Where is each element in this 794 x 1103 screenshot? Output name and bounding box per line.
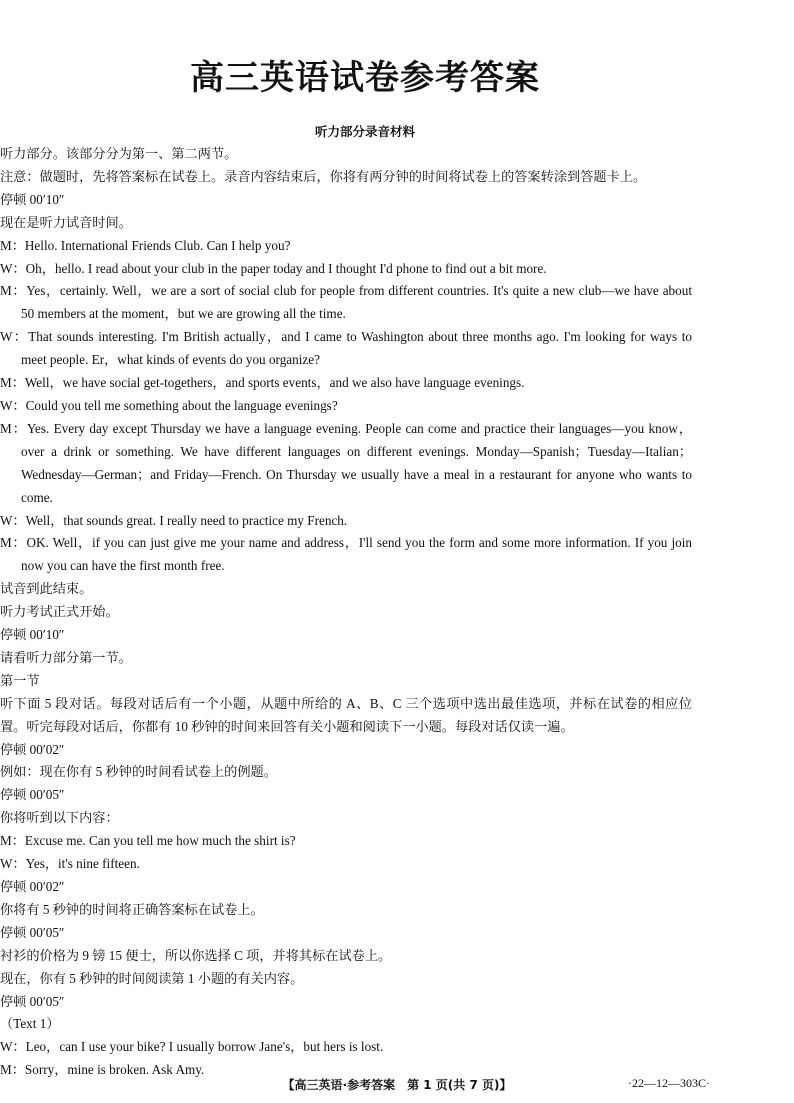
transcript-line: 听力部分。该部分分为第一、第二两节。 — [0, 146, 238, 161]
transcript-line: W：Leo，can I use your bike? I usually borrow Jane's，but hers is lost. — [0, 1039, 384, 1055]
transcript-line: 听力考试正式开始。 — [0, 604, 119, 620]
transcript-line: 现在是听力试音时间。 — [0, 214, 132, 230]
transcript-line: 例如：现在你有 5 秒钟的时间看试卷上的例题。 — [0, 764, 277, 780]
transcript-line: 停顿 00′05″ — [0, 993, 65, 1009]
transcript-line: M：OK. Well，if you can just give me your name and address，I'll send you the form and some more information. If you join now you can have the first month free. — [0, 535, 692, 574]
transcript-line: M：Yes. Every day except Thursday we have a language evening. People can come and practice their languages—you know，over a drink or something. We have different languages on different evenings. Monday—Spanish；Tuesday—Italian；Wednesday—German；and Friday—French. On Thursday we usually have a meal in a restaurant for anyone who wants to come. — [0, 420, 692, 505]
transcript-line: 停顿 00′05″ — [0, 924, 65, 940]
transcript-line: 停顿 00′10″ — [0, 191, 65, 207]
transcript-line: M：Excuse me. Can you tell me how much the shirt is? — [0, 833, 296, 849]
transcript-line: 停顿 00′02″ — [0, 879, 65, 894]
footer-code: ·22—12—303C· — [628, 1076, 710, 1090]
transcript-line: 衬衫的价格为 9 镑 15 便士，所以你选择 C 项，并将其标在试卷上。 — [0, 947, 392, 963]
transcript-line: 现在，你有 5 秒钟的时间阅读第 1 小题的有关内容。 — [0, 970, 304, 986]
section-subtitle: 听力部分录音材料 — [314, 124, 415, 139]
transcript-line: W：That sounds interesting. I'm British actually，and I came to Washington about three months ago. I'm looking for ways to meet people. Er，what kinds of events do you organize? — [0, 329, 692, 368]
footer-page-info: 【高三英语·参考答案 第 1 页(共 7 页)】 — [282, 1078, 512, 1092]
transcript-body — [0, 143, 692, 1082]
transcript-line: （Text 1） — [0, 1016, 60, 1032]
transcript-line: 请看听力部分第一节。 — [0, 649, 132, 665]
transcript-line: 停顿 00′05″ — [0, 787, 65, 803]
transcript-line: W：Yes，it's nine fifteen. — [0, 856, 140, 872]
transcript-line: 你将听到以下内容： — [0, 810, 119, 826]
transcript-line: 注意：做题时，先将答案标在试卷上。录音内容结束后，你将有两分钟的时间将试卷上的答案转涂到答题卡上。 — [0, 168, 647, 184]
transcript-line: 你将有 5 秒钟的时间将正确答案标在试卷上。 — [0, 901, 264, 917]
transcript-line: 停顿 00′10″ — [0, 627, 65, 643]
transcript-line: W：Well，that sounds great. I really need to practice my French. — [0, 512, 348, 528]
transcript-line: W：Could you tell me something about the language evenings? — [0, 397, 338, 413]
transcript-line: M：Sorry，mine is broken. Ask Amy. — [0, 1062, 205, 1078]
transcript-line: 停顿 00′02″ — [0, 741, 65, 757]
transcript-line: 试音到此结束。 — [0, 581, 93, 597]
transcript-line: M：Yes，certainly. Well，we are a sort of social club for people from different countries. It's quite a new club—we have about 50 members at the moment，but we are growing all the time. — [0, 283, 692, 322]
transcript-line: 听下面 5 段对话。每段对话后有一个小题，从题中所给的 A、B、C 三个选项中选出最佳选项，并标在试卷的相应位置。听完每段对话后，你都有 10 秒钟的时间来回答有关小题和阅读下一小题。每段对话仅读一遍。 — [0, 695, 692, 734]
transcript-line: W：Oh，hello. I read about your club in the paper today and I thought I'd phone to find out a bit more. — [0, 260, 547, 276]
document-title: 高三英语试卷参考答案 — [190, 58, 540, 98]
transcript-line: 第一节 — [0, 672, 40, 688]
transcript-line: M：Well，we have social get-togethers，and sports events，and we also have language evenings. — [0, 375, 525, 391]
transcript-line: M：Hello. International Friends Club. Can I help you? — [0, 237, 291, 253]
